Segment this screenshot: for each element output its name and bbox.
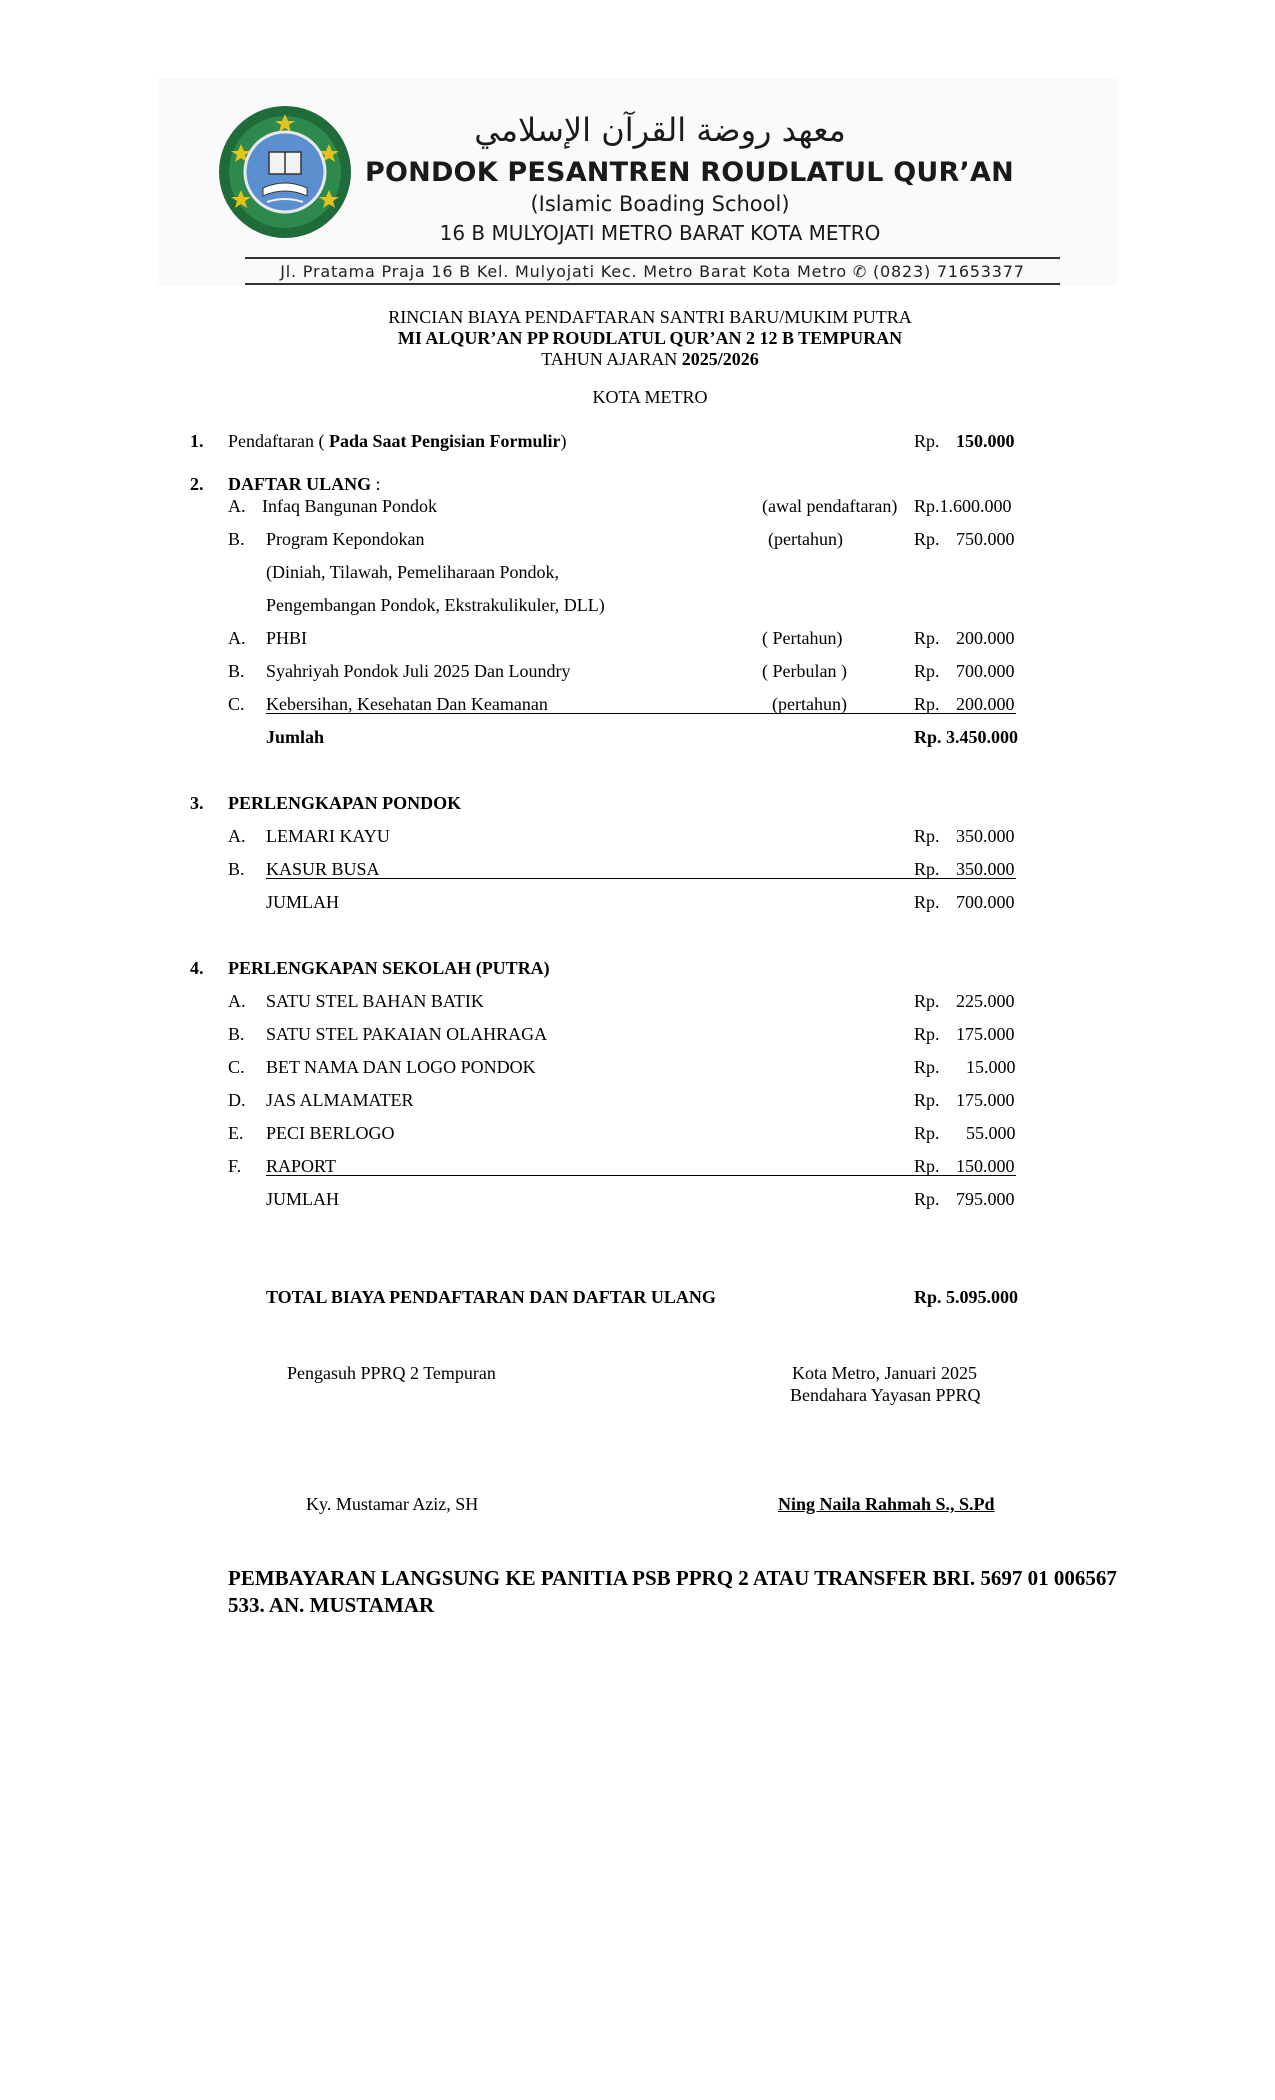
section-2-item-amount: 750.000: [956, 529, 1015, 549]
section-4-item-currency: Rp.: [914, 1090, 940, 1110]
section-4-item-label: SATU STEL BAHAN BATIK: [266, 991, 484, 1011]
signature-right-role: Bendahara Yayasan PPRQ: [790, 1385, 981, 1405]
section-4-item-amount: 225.000: [956, 991, 1015, 1011]
grand-total-label: TOTAL BIAYA PENDAFTARAN DAN DAFTAR ULANG: [266, 1287, 716, 1307]
section-3-total-label: JUMLAH: [266, 892, 340, 912]
section-2-item-letter: A.: [228, 496, 246, 516]
section-4-item-amount: 175.000: [956, 1090, 1015, 1110]
section-4-item-currency: Rp.: [914, 1057, 940, 1077]
doc-title-line3: TAHUN AJARAN 2025/2026: [541, 349, 759, 369]
section-2-item-letter: B.: [228, 529, 245, 549]
section-2-item-amount: 200.000: [956, 694, 1015, 714]
signature-left-name: Ky. Mustamar Aziz, SH: [306, 1494, 479, 1514]
institution-name: PONDOK PESANTREN ROUDLATUL QUR’AN: [365, 157, 1014, 188]
section-4-item-letter: F.: [228, 1156, 242, 1176]
section-4-subtotal-rule: [266, 1175, 1016, 1176]
section-2-item-period: ( Perbulan ): [762, 661, 847, 681]
section-2-subtotal-rule: [266, 713, 1016, 714]
section-2-item-period: ( Pertahun): [762, 628, 843, 648]
section-4-item-label: SATU STEL PAKAIAN OLAHRAGA: [266, 1024, 548, 1044]
section-2-item-detail: (Diniah, Tilawah, Pemeliharaan Pondok,: [266, 562, 559, 582]
section-4-heading: PERLENGKAPAN SEKOLAH (PUTRA): [228, 958, 550, 978]
section-2-item-label: Program Kepondokan: [266, 529, 425, 549]
section-2-item-amount: 700.000: [956, 661, 1015, 681]
section-2-total-amount: Rp. 3.450.000: [914, 727, 1019, 747]
section-2-total-label: Jumlah: [266, 727, 325, 747]
doc-title-line2: MI ALQUR’AN PP ROUDLATUL QUR’AN 2 12 B TEMPURAN: [397, 328, 903, 348]
section-3-item-letter: B.: [228, 859, 245, 879]
payment-note-line1: PEMBAYARAN LANGSUNG KE PANITIA PSB PPRQ 2 ATAU TRANSFER BRI. 5697 01 006567: [228, 1566, 1117, 1590]
section-1-number: 1.: [190, 431, 204, 451]
pesantren-logo-seal: [217, 104, 353, 240]
payment-note-line2: 533. AN. MUSTAMAR: [228, 1593, 435, 1617]
section-4-item-letter: D.: [228, 1090, 246, 1110]
section-1-currency: Rp.: [914, 431, 940, 451]
doc-city: KOTA METRO: [592, 387, 708, 407]
section-2-item-amount: Rp.1.600.000: [914, 496, 1012, 516]
section-2-item-detail: Pengembangan Pondok, Ekstrakulikuler, DLL): [266, 595, 605, 615]
section-4-item-letter: A.: [228, 991, 246, 1011]
letterhead-rule-bottom: [245, 283, 1060, 285]
section-2-item-letter: C.: [228, 694, 245, 714]
section-2-item-label: PHBI: [266, 628, 308, 648]
section-3-subtotal-rule: [266, 878, 1016, 879]
section-4-item-letter: B.: [228, 1024, 245, 1044]
section-4-item-amount: 15.000: [966, 1057, 1016, 1077]
section-4-total-label: JUMLAH: [266, 1189, 340, 1209]
institution-location: 16 B MULYOJATI METRO BARAT KOTA METRO: [439, 221, 881, 245]
section-2-item-period: (pertahun): [772, 694, 847, 714]
section-3-item-letter: A.: [228, 826, 246, 846]
section-3-item-label: KASUR BUSA: [266, 859, 380, 879]
section-4-item-label: BET NAMA DAN LOGO PONDOK: [266, 1057, 536, 1077]
section-2-item-label: Kebersihan, Kesehatan Dan Keamanan: [266, 694, 548, 714]
institution-address: Jl. Pratama Praja 16 B Kel. Mulyojati Kec. Metro Barat Kota Metro ✆ (0823) 71653377: [280, 262, 1025, 281]
section-4-item-amount: 150.000: [956, 1156, 1015, 1176]
section-2-item-letter: B.: [228, 661, 245, 681]
section-1-amount: 150.000: [956, 431, 1015, 451]
section-3-item-amount: 350.000: [956, 859, 1015, 879]
signature-right-place-date: Kota Metro, Januari 2025: [792, 1363, 977, 1383]
section-3-item-label: LEMARI KAYU: [266, 826, 390, 846]
section-2-item-period: (awal pendaftaran): [762, 496, 898, 516]
institution-subtitle: (Islamic Boading School): [530, 192, 790, 216]
section-2-item-label: Infaq Bangunan Pondok: [262, 496, 437, 516]
section-3-total-amount: 700.000: [956, 892, 1015, 912]
section-2-item-currency: Rp.: [914, 661, 940, 681]
section-1-label: Pendaftaran ( Pada Saat Pengisian Formulir): [228, 431, 567, 451]
section-4-item-label: RAPORT: [266, 1156, 336, 1176]
section-4-item-currency: Rp.: [914, 1024, 940, 1044]
section-3-item-currency: Rp.: [914, 859, 940, 879]
section-3-heading: PERLENGKAPAN PONDOK: [228, 793, 462, 813]
section-4-item-amount: 55.000: [966, 1123, 1016, 1143]
grand-total-amount: Rp. 5.095.000: [914, 1287, 1019, 1307]
section-2-item-letter: A.: [228, 628, 246, 648]
section-4-item-label: PECI BERLOGO: [266, 1123, 395, 1143]
section-2-item-currency: Rp.: [914, 694, 940, 714]
section-4-item-label: JAS ALMAMATER: [266, 1090, 414, 1110]
section-2-number: 2.: [190, 474, 204, 494]
section-4-item-letter: C.: [228, 1057, 245, 1077]
section-2-heading: DAFTAR ULANG :: [228, 474, 381, 494]
section-4-total-currency: Rp.: [914, 1189, 940, 1209]
section-4-total-amount: 795.000: [956, 1189, 1015, 1209]
section-3-total-currency: Rp.: [914, 892, 940, 912]
arabic-institution-name: معهد روضة القرآن الإسلامي: [474, 111, 846, 149]
section-2-item-currency: Rp.: [914, 529, 940, 549]
section-3-item-currency: Rp.: [914, 826, 940, 846]
doc-title-line1: RINCIAN BIAYA PENDAFTARAN SANTRI BARU/MUKIM PUTRA: [388, 307, 912, 327]
section-4-item-currency: Rp.: [914, 1123, 940, 1143]
signature-right-name: Ning Naila Rahmah S., S.Pd: [778, 1494, 995, 1514]
section-3-item-amount: 350.000: [956, 826, 1015, 846]
signature-left-role: Pengasuh PPRQ 2 Tempuran: [287, 1363, 496, 1383]
section-4-item-letter: E.: [228, 1123, 244, 1143]
section-4-item-currency: Rp.: [914, 991, 940, 1011]
section-2-item-amount: 200.000: [956, 628, 1015, 648]
section-2-item-label: Syahriyah Pondok Juli 2025 Dan Loundry: [266, 661, 571, 681]
section-2-item-currency: Rp.: [914, 628, 940, 648]
section-3-number: 3.: [190, 793, 204, 813]
section-4-item-amount: 175.000: [956, 1024, 1015, 1044]
section-4-item-currency: Rp.: [914, 1156, 940, 1176]
section-2-item-period: (pertahun): [768, 529, 843, 549]
letterhead-rule-top: [245, 257, 1060, 259]
section-4-number: 4.: [190, 958, 204, 978]
